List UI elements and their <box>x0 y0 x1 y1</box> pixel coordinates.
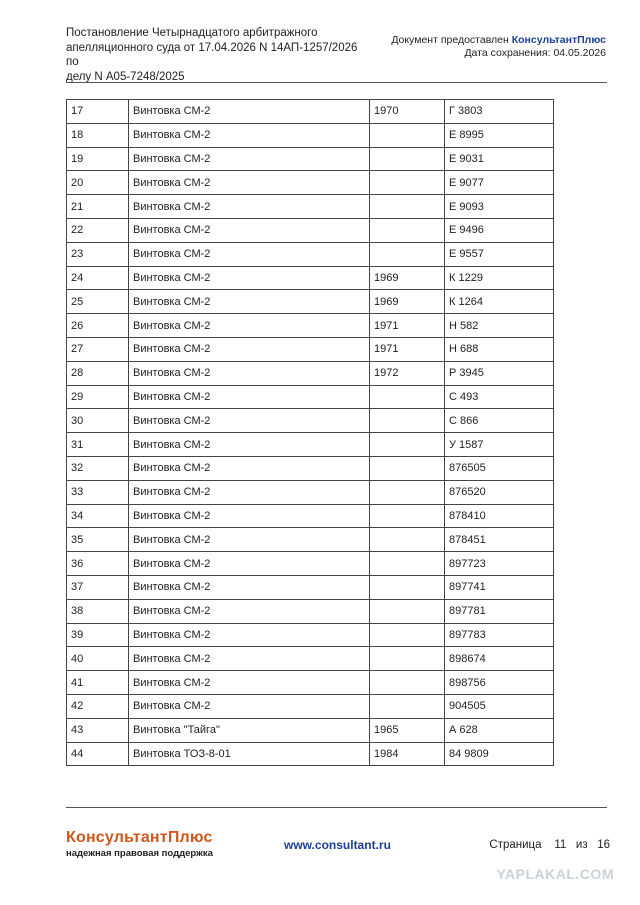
item-year-cell <box>370 480 445 504</box>
provided-by <box>391 34 606 47</box>
item-name-cell: Винтовка СМ-2 <box>129 671 370 695</box>
row-number-cell: 26 <box>67 314 129 338</box>
item-year-cell <box>370 171 445 195</box>
serial-number-cell: Р 3945 <box>445 361 554 385</box>
serial-number-cell: 876520 <box>445 480 554 504</box>
item-year-cell: 1972 <box>370 361 445 385</box>
saved-date: Дата сохранения: 04.05.2026 <box>464 47 606 59</box>
table-row <box>67 623 554 647</box>
item-name-cell: Винтовка СМ-2 <box>129 147 370 171</box>
item-year-cell <box>370 575 445 599</box>
serial-number-cell: К 1229 <box>445 266 554 290</box>
row-number-cell: 43 <box>67 718 129 742</box>
table-row <box>67 266 554 290</box>
page-separator: из <box>575 839 588 851</box>
table-row <box>67 409 554 433</box>
serial-number-cell: Е 9496 <box>445 218 554 242</box>
item-year-cell: 1965 <box>370 718 445 742</box>
item-year-cell <box>370 528 445 552</box>
item-year-cell <box>370 599 445 623</box>
table-row <box>67 552 554 576</box>
table-row <box>67 599 554 623</box>
item-name-cell: Винтовка СМ-2 <box>129 218 370 242</box>
item-year-cell: 1984 <box>370 742 445 766</box>
serial-number-cell: Е 9077 <box>445 171 554 195</box>
serial-number-cell: 84 9809 <box>445 742 554 766</box>
row-number-cell: 41 <box>67 671 129 695</box>
page-total: 16 <box>597 839 610 851</box>
item-name-cell: Винтовка СМ-2 <box>129 528 370 552</box>
row-number-cell: 23 <box>67 242 129 266</box>
item-name-cell: Винтовка СМ-2 <box>129 100 370 124</box>
page-current: 11 <box>554 839 567 851</box>
serial-number-cell: 904505 <box>445 694 554 718</box>
serial-number-cell: 897741 <box>445 575 554 599</box>
serial-number-cell: А 628 <box>445 718 554 742</box>
serial-number-cell: 878410 <box>445 504 554 528</box>
item-year-cell <box>370 504 445 528</box>
row-number-cell: 20 <box>67 171 129 195</box>
logo-tagline: надежная правовая поддержка <box>66 848 213 859</box>
table-row <box>67 195 554 219</box>
row-number-cell: 21 <box>67 195 129 219</box>
item-year-cell <box>370 123 445 147</box>
row-number-cell: 18 <box>67 123 129 147</box>
row-number-cell: 19 <box>67 147 129 171</box>
serial-number-cell: 897781 <box>445 599 554 623</box>
table-row <box>67 647 554 671</box>
item-year-cell <box>370 671 445 695</box>
item-name-cell: Винтовка СМ-2 <box>129 123 370 147</box>
table-row <box>67 694 554 718</box>
item-name-cell: Винтовка СМ-2 <box>129 242 370 266</box>
table-row <box>67 361 554 385</box>
document-source <box>391 34 606 60</box>
header-divider <box>66 82 607 83</box>
serial-number-cell: С 866 <box>445 409 554 433</box>
document-title-line: Постановление Четырнадцатого арбитражного <box>66 27 318 39</box>
table-row <box>67 147 554 171</box>
row-number-cell: 25 <box>67 290 129 314</box>
row-number-cell: 36 <box>67 552 129 576</box>
item-year-cell <box>370 623 445 647</box>
table-row <box>67 314 554 338</box>
row-number-cell: 31 <box>67 433 129 457</box>
serial-number-cell: Н 688 <box>445 337 554 361</box>
serial-number-cell: 878451 <box>445 528 554 552</box>
item-year-cell <box>370 552 445 576</box>
item-year-cell: 1970 <box>370 100 445 124</box>
serial-number-cell: Е 9557 <box>445 242 554 266</box>
item-year-cell <box>370 456 445 480</box>
table-row <box>67 671 554 695</box>
item-name-cell: Винтовка СМ-2 <box>129 623 370 647</box>
page-indicator <box>489 839 610 851</box>
item-year-cell: 1969 <box>370 290 445 314</box>
item-name-cell: Винтовка СМ-2 <box>129 409 370 433</box>
table-row <box>67 528 554 552</box>
table-row <box>67 456 554 480</box>
item-year-cell: 1971 <box>370 314 445 338</box>
row-number-cell: 33 <box>67 480 129 504</box>
document-title <box>66 26 366 84</box>
row-number-cell: 37 <box>67 575 129 599</box>
row-number-cell: 40 <box>67 647 129 671</box>
item-name-cell: Винтовка СМ-2 <box>129 266 370 290</box>
row-number-cell: 32 <box>67 456 129 480</box>
table-row <box>67 123 554 147</box>
table-row <box>67 742 554 766</box>
item-year-cell: 1969 <box>370 266 445 290</box>
item-year-cell <box>370 385 445 409</box>
serial-number-cell: 897783 <box>445 623 554 647</box>
item-name-cell: Винтовка СМ-2 <box>129 575 370 599</box>
item-name-cell: Винтовка СМ-2 <box>129 385 370 409</box>
table-row <box>67 575 554 599</box>
item-year-cell: 1971 <box>370 337 445 361</box>
row-number-cell: 27 <box>67 337 129 361</box>
serial-number-cell: Г 3803 <box>445 100 554 124</box>
serial-number-cell: 898756 <box>445 671 554 695</box>
footer-divider <box>66 807 607 808</box>
serial-number-cell: Е 8995 <box>445 123 554 147</box>
serial-number-cell: Е 9031 <box>445 147 554 171</box>
item-year-cell <box>370 433 445 457</box>
item-year-cell <box>370 195 445 219</box>
item-name-cell: Винтовка СМ-2 <box>129 195 370 219</box>
item-name-cell: Винтовка СМ-2 <box>129 480 370 504</box>
serial-number-cell: У 1587 <box>445 433 554 457</box>
item-name-cell: Винтовка СМ-2 <box>129 694 370 718</box>
row-number-cell: 28 <box>67 361 129 385</box>
item-name-cell: Винтовка СМ-2 <box>129 552 370 576</box>
logo-brand: КонсультантПлюс <box>66 829 213 846</box>
item-name-cell: Винтовка СМ-2 <box>129 290 370 314</box>
table-row <box>67 718 554 742</box>
table-row <box>67 504 554 528</box>
row-number-cell: 42 <box>67 694 129 718</box>
table-row <box>67 385 554 409</box>
serial-number-cell: Е 9093 <box>445 195 554 219</box>
table-row <box>67 480 554 504</box>
item-year-cell <box>370 694 445 718</box>
row-number-cell: 22 <box>67 218 129 242</box>
item-year-cell <box>370 147 445 171</box>
document-title-line: апелляционного суда от 17.04.2026 N 14АП-1257/2026 по <box>66 41 358 68</box>
row-number-cell: 30 <box>67 409 129 433</box>
provided-by-prefix: Документ предоставлен <box>391 34 509 46</box>
item-year-cell <box>370 647 445 671</box>
serial-number-cell: Н 582 <box>445 314 554 338</box>
row-number-cell: 34 <box>67 504 129 528</box>
row-number-cell: 24 <box>67 266 129 290</box>
item-name-cell: Винтовка СМ-2 <box>129 599 370 623</box>
watermark: YAPLAKAL.COM <box>496 866 614 882</box>
table-row <box>67 242 554 266</box>
item-name-cell: Винтовка СМ-2 <box>129 504 370 528</box>
page-label: Страница <box>489 839 542 851</box>
item-name-cell: Винтовка СМ-2 <box>129 361 370 385</box>
document-title-line: делу N А05-7248/2025 <box>66 70 185 83</box>
serial-number-cell: 876505 <box>445 456 554 480</box>
row-number-cell: 35 <box>67 528 129 552</box>
weapons-table-body <box>67 100 554 766</box>
item-name-cell: Винтовка СМ-2 <box>129 171 370 195</box>
item-name-cell: Винтовка СМ-2 <box>129 647 370 671</box>
table-row <box>67 171 554 195</box>
provided-by-brand: КонсультантПлюс <box>511 34 606 46</box>
item-name-cell: Винтовка СМ-2 <box>129 433 370 457</box>
item-year-cell <box>370 242 445 266</box>
table-row <box>67 100 554 124</box>
item-name-cell: Винтовка СМ-2 <box>129 337 370 361</box>
consultant-logo <box>66 829 213 859</box>
serial-number-cell: С 493 <box>445 385 554 409</box>
row-number-cell: 44 <box>67 742 129 766</box>
site-link[interactable]: www.consultant.ru <box>284 838 391 852</box>
item-year-cell <box>370 218 445 242</box>
item-name-cell: Винтовка СМ-2 <box>129 456 370 480</box>
table-row <box>67 433 554 457</box>
row-number-cell: 17 <box>67 100 129 124</box>
row-number-cell: 29 <box>67 385 129 409</box>
table-row <box>67 337 554 361</box>
item-name-cell: Винтовка ТОЗ-8-01 <box>129 742 370 766</box>
serial-number-cell: 897723 <box>445 552 554 576</box>
row-number-cell: 38 <box>67 599 129 623</box>
item-name-cell: Винтовка "Тайга" <box>129 718 370 742</box>
weapons-table <box>66 99 554 766</box>
serial-number-cell: К 1264 <box>445 290 554 314</box>
serial-number-cell: 898674 <box>445 647 554 671</box>
item-year-cell <box>370 409 445 433</box>
row-number-cell: 39 <box>67 623 129 647</box>
table-row <box>67 218 554 242</box>
item-name-cell: Винтовка СМ-2 <box>129 314 370 338</box>
table-row <box>67 290 554 314</box>
